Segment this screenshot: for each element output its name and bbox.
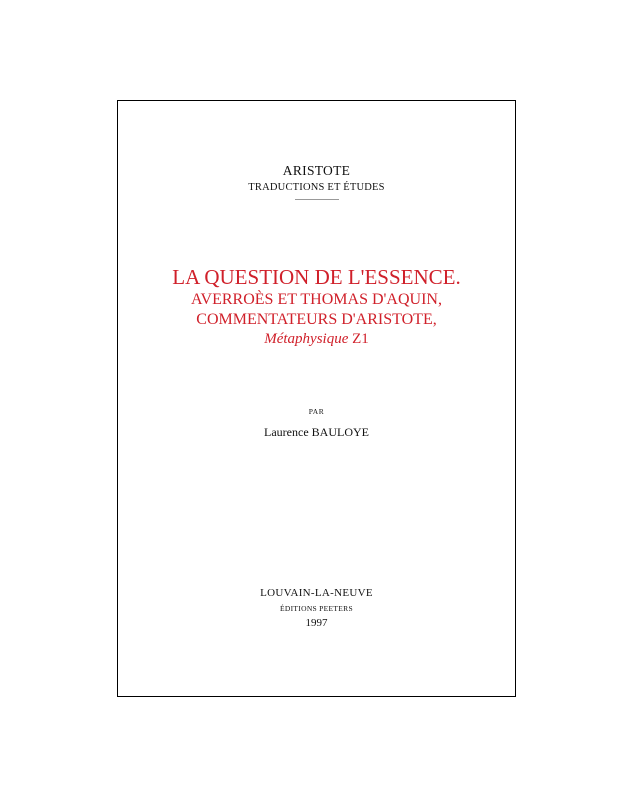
book-reference: Z1 xyxy=(348,331,369,347)
publication-place: LOUVAIN-LA-NEUVE xyxy=(260,587,373,599)
publication-year: 1997 xyxy=(305,617,328,629)
par-label: PAR xyxy=(308,407,325,416)
book-cover xyxy=(117,100,516,697)
book-title: LA QUESTION DE L'ESSENCE. xyxy=(172,265,461,289)
author-name: Laurence BAULOYE xyxy=(264,425,369,439)
series-title: ARISTOTE xyxy=(282,163,351,178)
book-subtitle-line-1: AVERROÈS ET THOMAS D'AQUIN, xyxy=(191,291,442,308)
book-subtitle-line-2: COMMENTATEURS D'ARISTOTE, xyxy=(196,311,437,328)
series-subtitle: TRADUCTIONS ET ÉTUDES xyxy=(248,182,385,193)
divider-rule xyxy=(295,199,339,200)
publisher-name: ÉDITIONS PEETERS xyxy=(280,604,353,613)
book-subtitle-line-3 xyxy=(118,331,515,348)
metaphysique-italic: Métaphysique xyxy=(264,331,349,347)
